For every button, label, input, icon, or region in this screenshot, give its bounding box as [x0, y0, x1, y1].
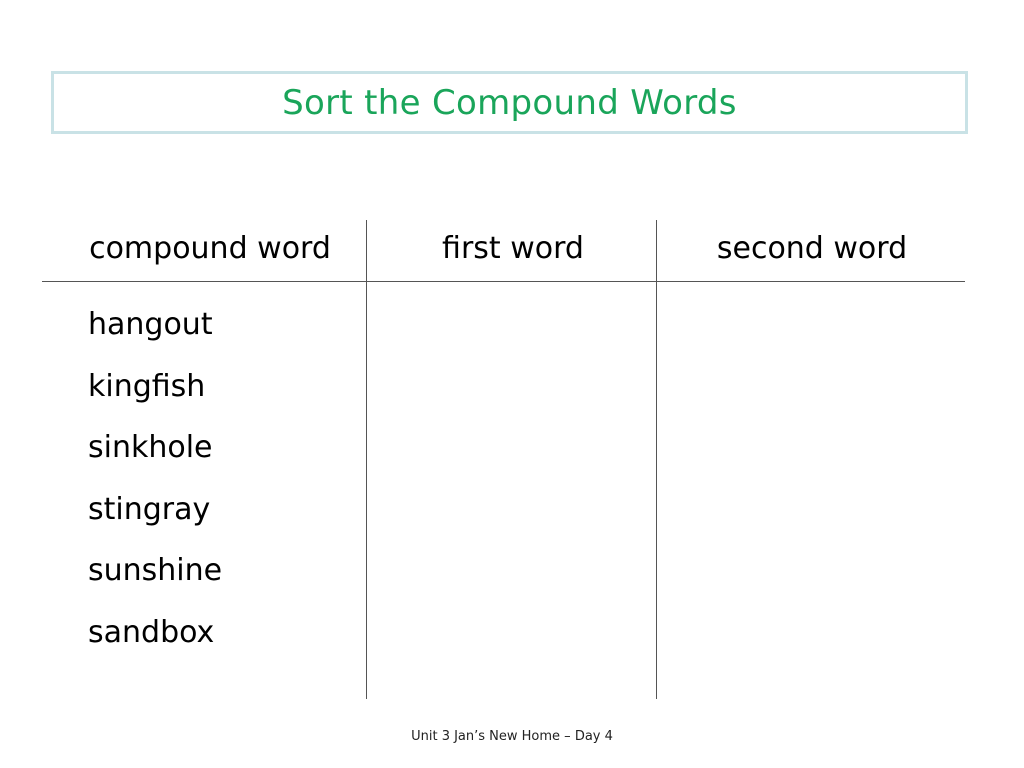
- header-first-word: first word: [442, 230, 584, 266]
- compound-word-item: sunshine: [88, 553, 223, 589]
- compound-word-item: hangout: [88, 307, 213, 342]
- compound-word-list: [88, 300, 222, 670]
- compound-word-item: sandbox: [88, 614, 215, 650]
- title-box: [51, 71, 968, 134]
- compound-word-item: stingray: [88, 491, 211, 527]
- compound-word-item: sinkhole: [88, 430, 213, 466]
- header-compound-word: compound word: [89, 230, 331, 266]
- header-second-word: second word: [716, 230, 908, 266]
- header-divider: [42, 281, 965, 282]
- column-divider-1: [366, 220, 367, 699]
- footer-text: Unit 3 Jan’s New Home – Day 4: [411, 729, 613, 744]
- column-divider-2: [656, 220, 657, 699]
- compound-word-item: kingfish: [88, 368, 206, 404]
- page-title: Sort the Compound Words: [282, 82, 737, 123]
